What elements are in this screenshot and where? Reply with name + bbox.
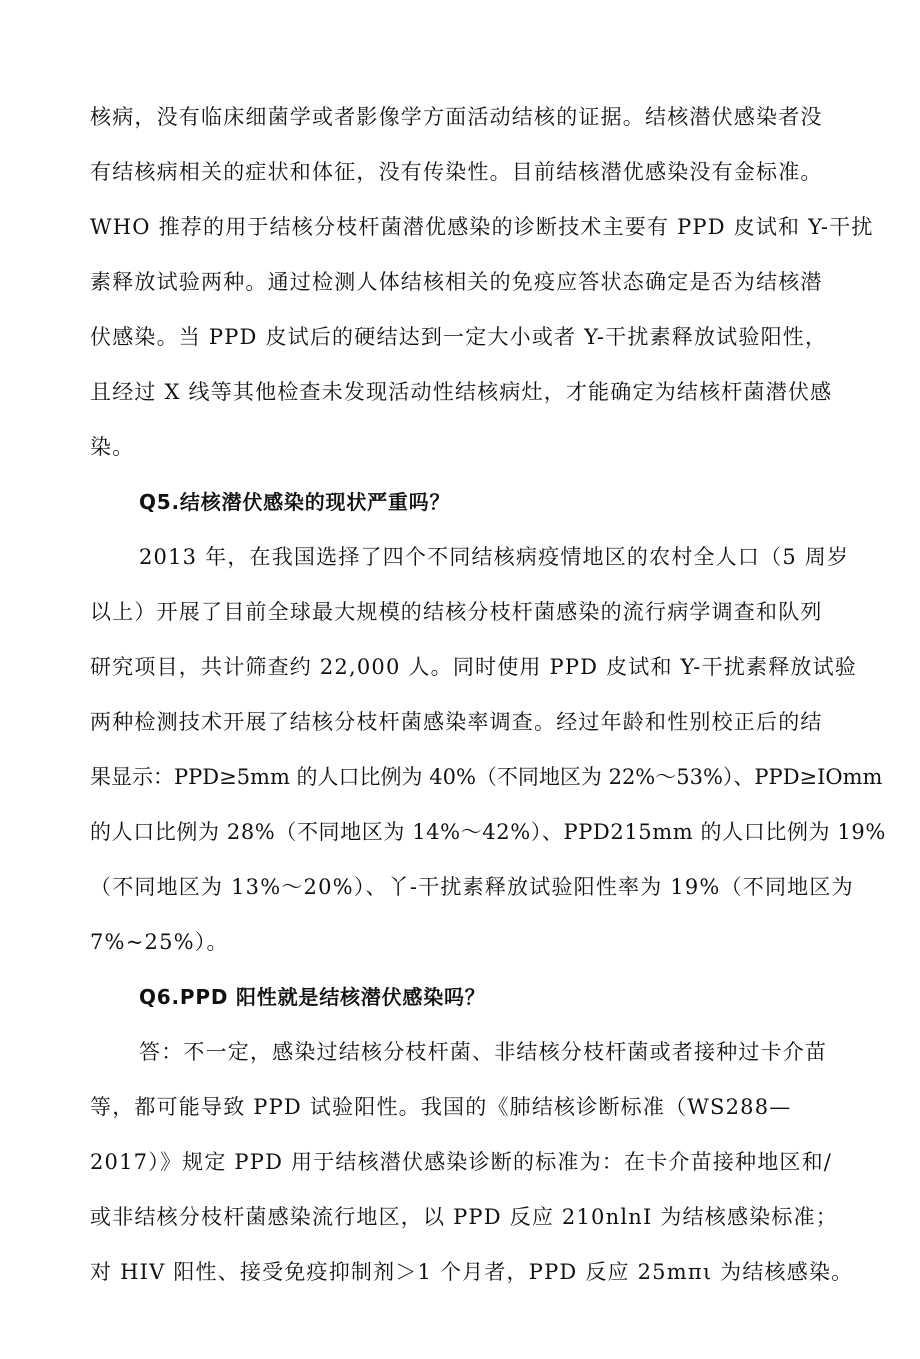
body-text-line: 有结核病相关的症状和体征，没有传染性。目前结核潜优感染没有金标准。: [90, 160, 823, 184]
body-text-line: 核病，没有临床细菌学或者影像学方面活动结核的证据。结核潜伏感染者没: [90, 105, 823, 129]
body-text-line: 研究项目，共计筛查约 22,000 人。同时使用 PPD 皮试和 Y-干扰素释放试验: [90, 655, 858, 679]
body-text-line: （不同地区为 13%～20%）、丫-干扰素释放试验阳性率为 19%（不同地区为: [90, 875, 854, 899]
body-text-line: 2013 年，在我国选择了四个不同结核病疫情地区的农村全人口（5 周岁: [139, 545, 850, 569]
body-text-line: 2017）》规定 PPD 用于结核潜伏感染诊断的标准为：在卡介苗接种地区和/: [90, 1150, 833, 1174]
section-heading-q5: Q5.结核潜伏感染的现状严重吗？: [139, 490, 451, 514]
body-text-line: 等，都可能导致 PPD 试验阳性。我国的《肺结核诊断标准（WS288—: [90, 1095, 792, 1119]
body-text-line: 且经过 X 线等其他检查未发现活动性结核病灶，才能确定为结核杆菌潜伏感: [90, 380, 833, 404]
body-text-line: 7%~25%）。: [90, 930, 229, 954]
body-text-line: 或非结核分枝杆菌感染流行地区，以 PPD 反应 210nlnI 为结核感染标准；: [90, 1205, 838, 1229]
body-text-line: 答：不一定，感染过结核分枝杆菌、非结核分枝杆菌或者接种过卡介苗: [139, 1040, 828, 1064]
section-heading-q6: Q6.PPD 阳性就是结核潜伏感染吗？: [139, 985, 486, 1009]
body-text-line: 两种检测技术开展了结核分枝杆菌感染率调查。经过年龄和性别校正后的结: [90, 710, 823, 734]
body-text-line: 对 HIV 阳性、接受免疫抑制剂＞1 个月者，PPD 反应 25mπι 为结核感染。: [90, 1260, 854, 1284]
body-text-line: 素释放试验两种。通过检测人体结核相关的免疫应答状态确定是否为结核潜: [90, 270, 823, 294]
body-text-line: 以上）开展了目前全球最大规模的结核分枝杆菌感染的流行病学调查和队列: [90, 600, 823, 624]
body-text-line: 伏感染。当 PPD 皮试后的硬结达到一定大小或者 Y-干扰素释放试验阳性，: [90, 325, 828, 349]
body-text-line: 果显示：PPD≥5mm 的人口比例为 40%（不同地区为 22%～53%）、PPD≥IOmm: [90, 765, 883, 789]
body-text-line: WHO 推荐的用于结核分枝杆菌潜优感染的诊断技术主要有 PPD 皮试和 Y-干扰: [90, 215, 874, 239]
body-text-line: 染。: [90, 435, 135, 459]
body-text-line: 的人口比例为 28%（不同地区为 14%～42%）、PPD215mm 的人口比例为 19%: [90, 820, 886, 844]
